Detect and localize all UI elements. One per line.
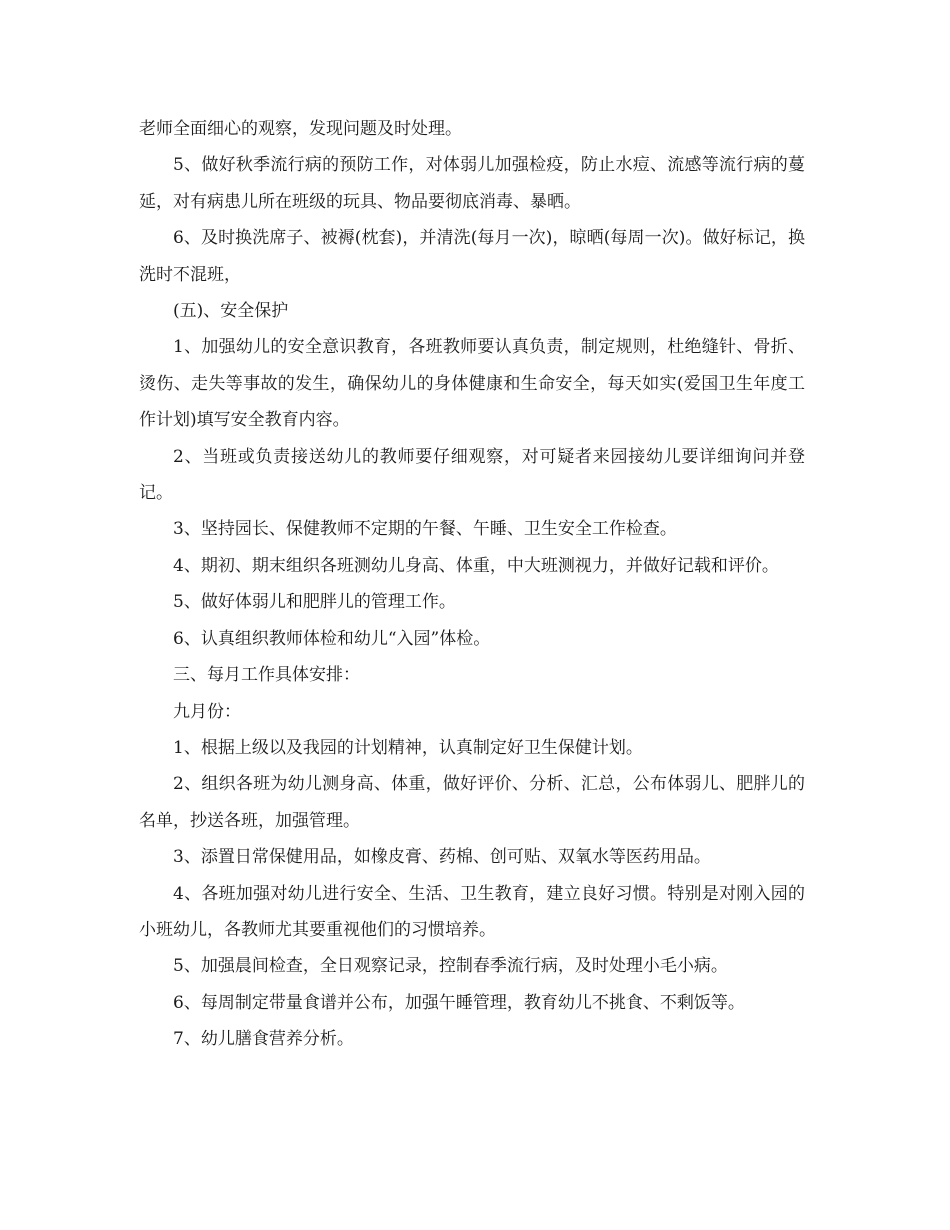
subheading-september: 九月份：	[173, 701, 241, 722]
paragraph-habits: 4、各班加强对幼儿进行安全、生活、卫生教育，建立良好习惯。特别是对刚入园的小班幼儿，各教师尤其要重视他们的习惯培养。	[139, 883, 805, 940]
paragraph-pickup-check: 2、当班或负责接送幼儿的教师要仔细观察，对可疑者来园接幼儿要详细询问并登记。	[139, 446, 805, 504]
paragraph-weak-obese: 5、做好体弱儿和肥胖儿的管理工作。	[173, 592, 456, 613]
paragraph-morning-check: 5、加强晨间检查，全日观察记录，控制春季流行病，及时处理小毛小病。	[173, 956, 728, 977]
paragraph-menu: 6、每周制定带量食谱并公布，加强午睡管理，教育幼儿不挑食、不剩饭等。	[173, 992, 745, 1013]
section-heading-monthly: 三、每月工作具体安排：	[173, 665, 360, 686]
paragraph-height-weight: 2、组织各班为幼儿测身高、体重，做好评价、分析、汇总，公布体弱儿、肥胖儿的名单，抄送各班，加强管理。	[139, 774, 805, 831]
paragraph-measurement: 4、期初、期末组织各班测幼儿身高、体重，中大班测视力，并做好记载和评价。	[173, 555, 779, 576]
paragraph-inspection: 3、坚持园长、保健教师不定期的午餐、午睡、卫生安全工作检查。	[173, 519, 677, 540]
section-heading-safety: (五)、安全保护	[173, 301, 289, 322]
paragraph-continuation: 老师全面细心的观察，发现问题及时处理。	[139, 119, 462, 139]
document-body	[139, 111, 805, 1058]
paragraph-nutrition: 7、幼儿膳食营养分析。	[173, 1029, 354, 1050]
paragraph-bedding: 6、及时换洗席子、被褥(枕套)，并清洗(每月一次)，晾晒(每周一次)。做好标记，换洗时不混班，	[139, 228, 805, 285]
paragraph-supplies: 3、添置日常保健用品，如橡皮膏、药棉、创可贴、双氧水等医药用品。	[173, 847, 711, 868]
paragraph-seasonal-disease: 5、做好秋季流行病的预防工作，对体弱儿加强检疫，防止水痘、流感等流行病的蔓延，对有病患儿所在班级的玩具、物品要彻底消毒、暴晒。	[139, 155, 805, 212]
paragraph-physical-exam: 6、认真组织教师体检和幼儿“入园”体检。	[173, 628, 491, 649]
paragraph-plan: 1、根据上级以及我园的计划精神，认真制定好卫生保健计划。	[173, 737, 643, 758]
paragraph-safety-education: 1、加强幼儿的安全意识教育，各班教师要认真负责，制定规则，杜绝缝针、骨折、烫伤、走失等事故的发生，确保幼儿的身体健康和生命安全，每天如实(爱国卫生年度工作计划)填写安全教育内容。	[139, 337, 805, 431]
